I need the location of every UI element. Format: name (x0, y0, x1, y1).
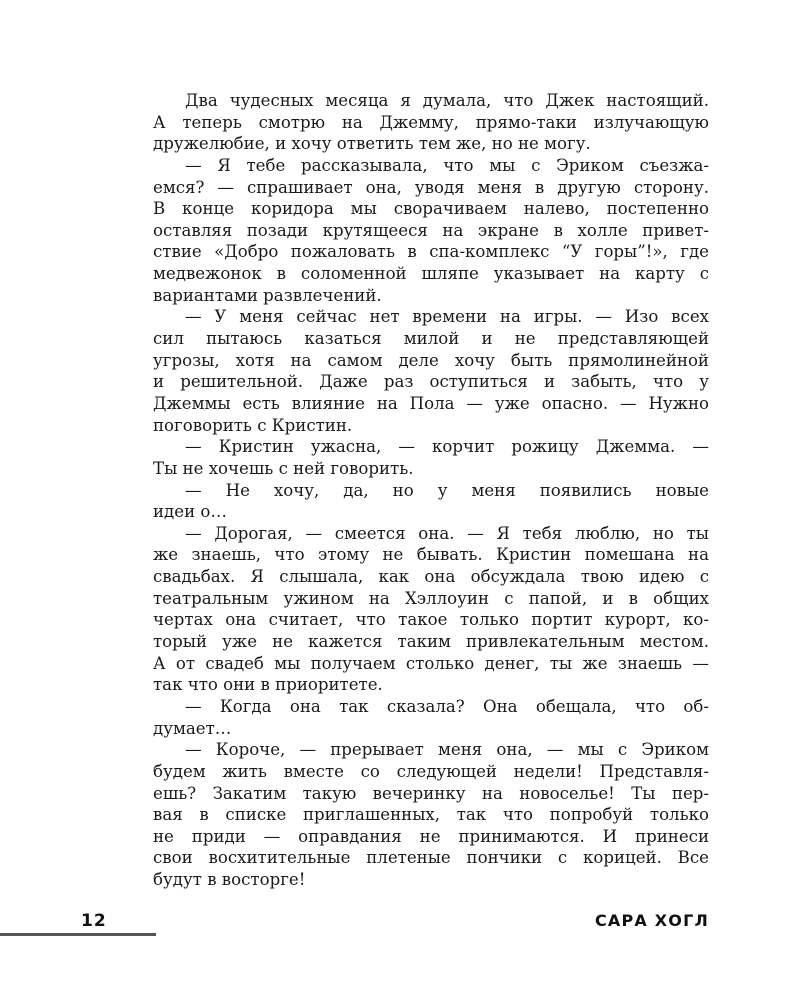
text-line: и решительной. Даже раз оступиться и забыть, что у (153, 372, 709, 392)
text-line: — Я тебе рассказывала, что мы с Эриком съезжа- (185, 155, 709, 175)
text-line: вариантами развлечений. (153, 285, 382, 305)
text-line: — Когда она так сказала? Она обещала, что об- (185, 696, 709, 716)
page-number: 12 (81, 911, 107, 931)
text-line: торый уже не кажется таким привлекательным местом. (153, 632, 709, 652)
text-line: А теперь смотрю на Джемму, прямо-таки излучающую (153, 112, 709, 132)
text-line: — У меня сейчас нет времени на игры. — Изо всех (185, 307, 709, 327)
text-line: Два чудесных месяца я думала, что Джек настоящий. (185, 91, 709, 110)
text-line: емся? — спрашивает она, уводя меня в другую сторону. (153, 177, 709, 197)
text-line: — Не хочу, да, но у меня появились новые (185, 480, 709, 500)
text-line: ешь? Закатим такую вечеринку на новоселье! Ты пер- (153, 783, 709, 803)
text-line: думает… (153, 718, 232, 738)
text-line: так что они в приоритете. (153, 675, 383, 695)
text-line: ствие «Добро пожаловать в спа-комплекс “У горы”!», где (153, 242, 709, 262)
text-line: же знаешь, что этому не бывать. Кристин помешана на (153, 545, 709, 565)
text-line: вая в списке приглашенных, так что попробуй только (153, 805, 709, 825)
text-line: свои восхитительные плетеные пончики с корицей. Все (153, 848, 709, 868)
text-line: чертах она считает, что такое только портит курорт, ко- (153, 610, 709, 630)
text-line: свадьбах. Я слышала, как она обсуждала твою идею с (153, 567, 709, 587)
text-line: сил пытаюсь казаться милой и не представляющей (153, 329, 709, 349)
text-line: медвежонок в соломенной шляпе указывает на карту с (153, 264, 709, 284)
footer-rule (0, 933, 156, 936)
text-line: Джеммы есть влияние на Пола — уже опасно. — Нужно (153, 393, 709, 413)
text-line: театральным ужином на Хэллоуин с папой, и в общих (153, 588, 709, 608)
running-head-author: САРА ХОГЛ (594, 911, 709, 930)
body-text (153, 90, 709, 891)
text-line: Ты не хочешь с ней говорить. (153, 458, 414, 478)
text-line: не приди — оправдания не принимаются. И принеси (153, 826, 709, 846)
text-line: будут в восторге! (153, 870, 306, 890)
text-line: идеи о… (153, 502, 228, 522)
text-line: оставляя позади крутящееся на экране в холле привет- (153, 220, 709, 240)
text-line: дружелюбие, и хочу ответить тем же, но не могу. (153, 134, 591, 154)
text-line: поговорить с Кристин. (153, 415, 353, 435)
text-line: угрозы, хотя на самом деле хочу быть прямолинейной (153, 350, 709, 370)
text-line: будем жить вместе со следующей недели! Представля- (153, 761, 709, 781)
text-line: — Дорогая, — смеется она. — Я тебя люблю, но ты (185, 523, 709, 543)
text-line: А от свадеб мы получаем столько денег, ты же знаешь — (153, 653, 709, 673)
text-line: В конце коридора мы сворачиваем налево, постепенно (153, 199, 709, 219)
text-line: — Кристин ужасна, — корчит рожицу Джемма. — (185, 437, 709, 457)
text-line: — Короче, — прерывает меня она, — мы с Эриком (185, 740, 709, 760)
